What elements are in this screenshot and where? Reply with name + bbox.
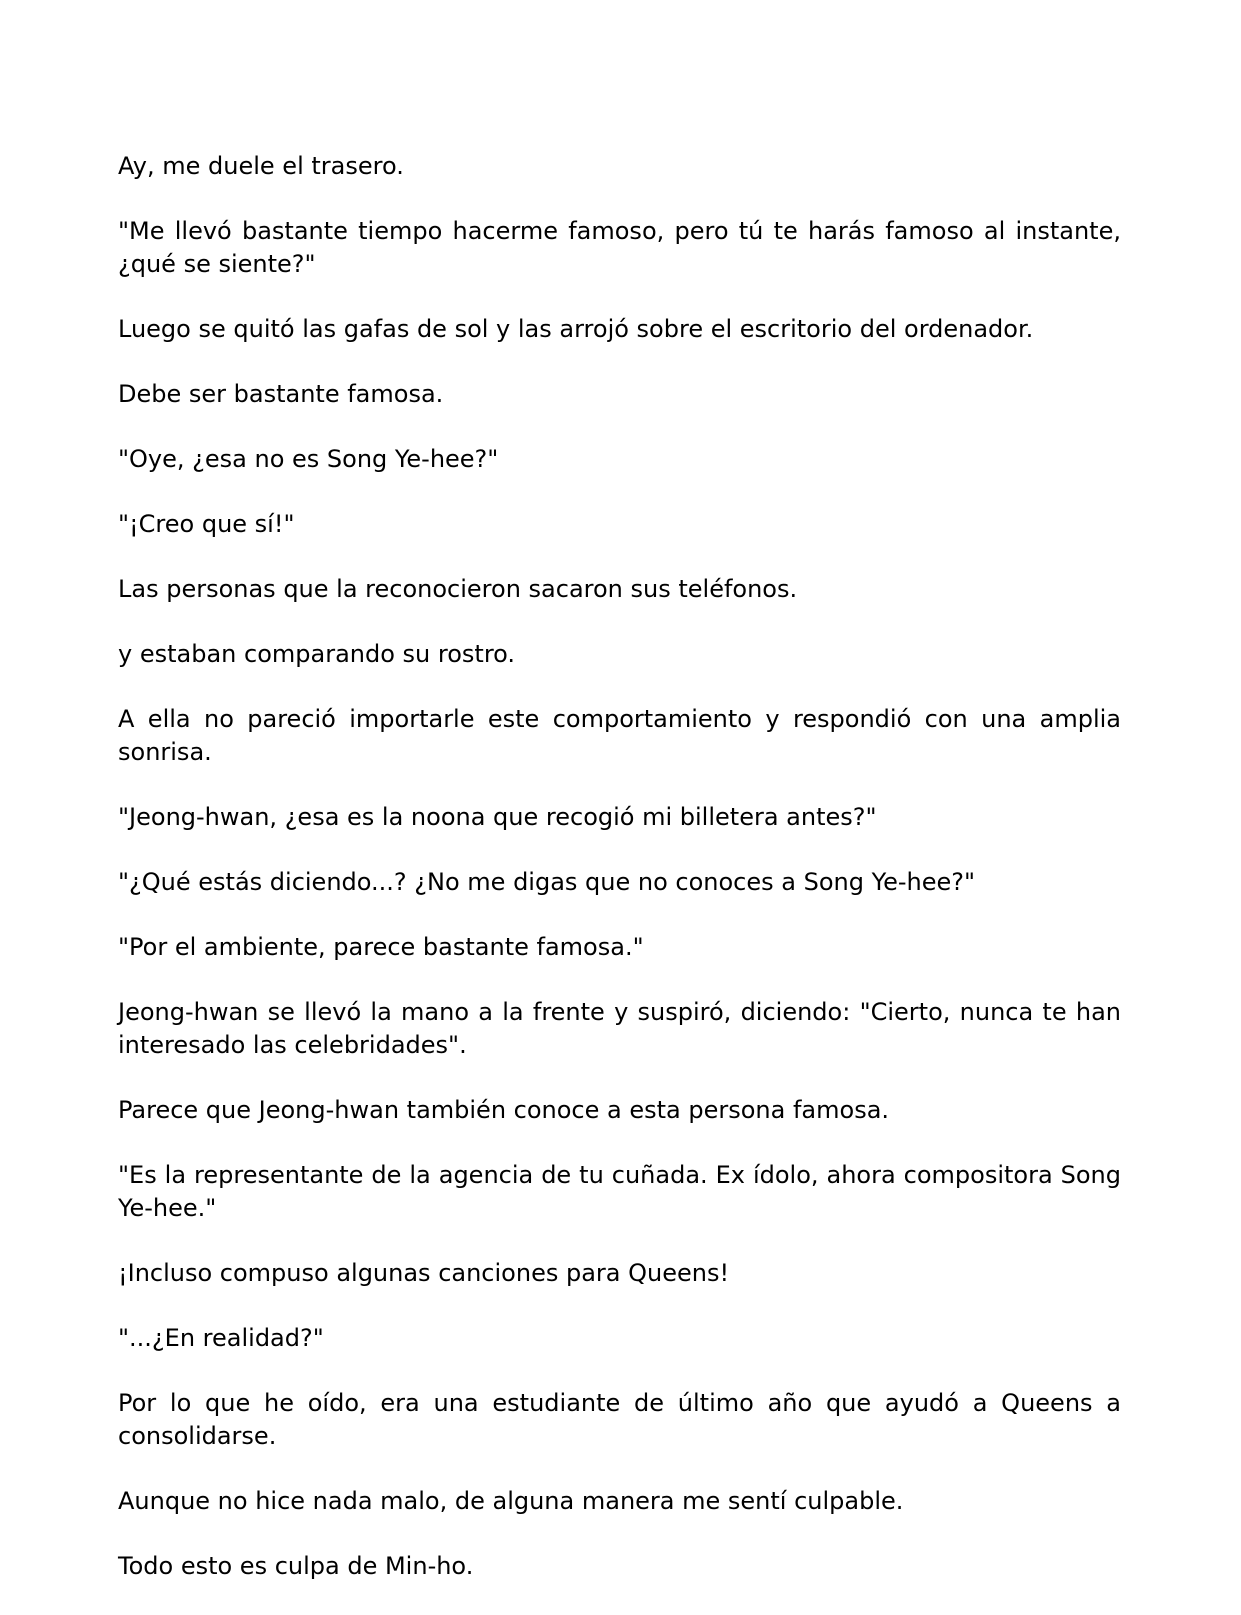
paragraph: Debe ser bastante famosa. xyxy=(118,380,444,408)
paragraph: "Jeong-hwan, ¿esa es la noona que recogió mi billetera antes?" xyxy=(118,803,877,831)
paragraph: Por lo que he oído, era una estudiante de último año que ayudó a Queens a consolidarse. xyxy=(118,1389,1121,1450)
paragraph: "¡Creo que sí!" xyxy=(118,510,295,538)
paragraph: A ella no pareció importarle este comportamiento y respondió con una amplia sonrisa. xyxy=(118,705,1121,766)
paragraph: Parece que Jeong-hwan también conoce a esta persona famosa. xyxy=(118,1096,890,1124)
paragraph: Aunque no hice nada malo, de alguna manera me sentí culpable. xyxy=(118,1487,904,1515)
document-page xyxy=(118,150,1121,1615)
paragraph: "Por el ambiente, parece bastante famosa." xyxy=(118,933,644,961)
paragraph: "...¿En realidad?" xyxy=(118,1324,324,1352)
paragraph: Todo esto es culpa de Min-ho. xyxy=(118,1552,474,1580)
paragraph: Las personas que la reconocieron sacaron sus teléfonos. xyxy=(118,575,798,603)
paragraph: "¿Qué estás diciendo...? ¿No me digas que no conoces a Song Ye-hee?" xyxy=(118,868,976,896)
paragraph: "Es la representante de la agencia de tu cuñada. Ex ídolo, ahora compositora Song Ye-hee." xyxy=(118,1161,1121,1222)
paragraph: "Oye, ¿esa no es Song Ye-hee?" xyxy=(118,445,499,473)
paragraph: "Me llevó bastante tiempo hacerme famoso, pero tú te harás famoso al instante, ¿qué se siente?" xyxy=(118,217,1121,278)
paragraph: Luego se quitó las gafas de sol y las arrojó sobre el escritorio del ordenador. xyxy=(118,315,1034,343)
paragraph: y estaban comparando su rostro. xyxy=(118,640,516,668)
paragraph: ¡Incluso compuso algunas canciones para Queens! xyxy=(118,1259,730,1287)
paragraph: Ay, me duele el trasero. xyxy=(118,152,404,180)
paragraph: Jeong-hwan se llevó la mano a la frente y suspiró, diciendo: "Cierto, nunca te han interesado las celebridades". xyxy=(118,998,1121,1059)
